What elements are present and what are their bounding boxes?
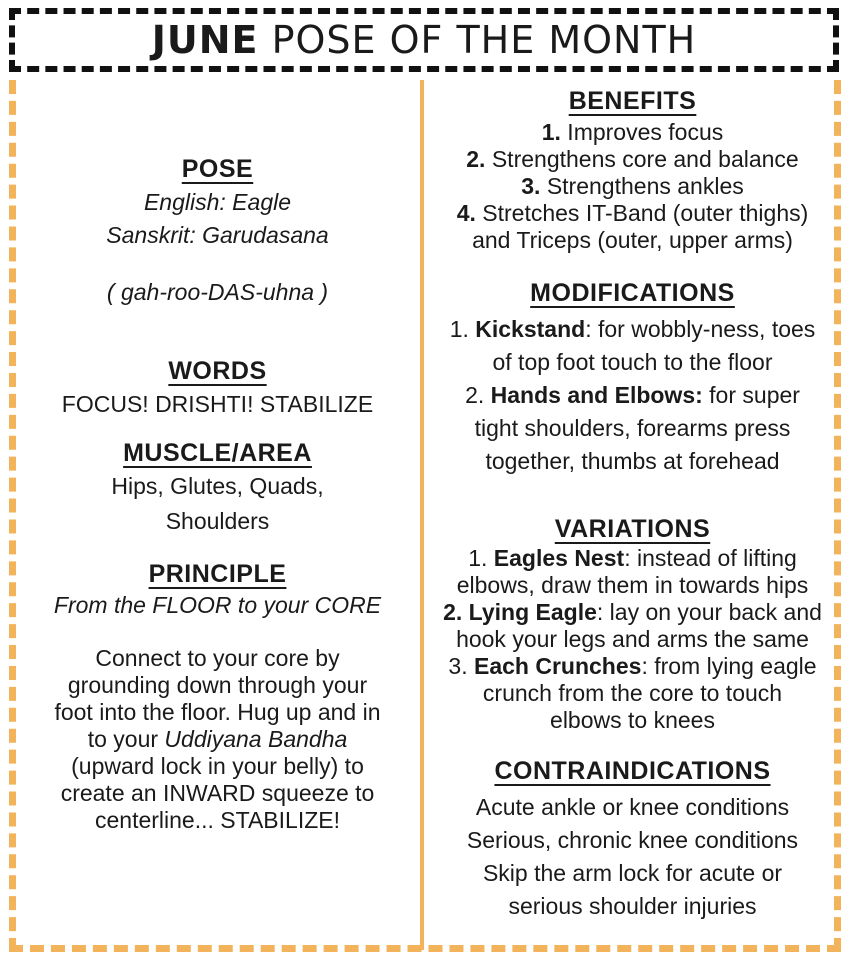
principle-line — [20, 726, 415, 753]
muscle-line-1: Hips, Glutes, Quads, — [111, 473, 324, 499]
principle-heading: PRINCIPLE — [148, 560, 287, 588]
principle-line: (upward lock in your belly) to — [71, 753, 364, 779]
benefit-continuation: and Triceps (outer, upper arms) — [472, 227, 793, 253]
variations-heading: VARIATIONS — [554, 515, 711, 543]
contraindication-line: Skip the arm lock for acute or — [482, 860, 783, 886]
contraindication-line: Acute ankle or knee conditions — [475, 794, 790, 820]
variation-line: hook your legs and arms the same — [456, 626, 809, 652]
principle-tagline: From the FLOOR to your CORE — [53, 592, 382, 618]
benefit-text: Strengthens ankles — [540, 173, 744, 199]
benefits-heading: BENEFITS — [568, 87, 697, 115]
variation-name: Eagles Nest — [493, 545, 625, 571]
benefit-item — [430, 119, 835, 146]
pose-heading: POSE — [181, 155, 254, 183]
variation-line: elbows, draw them in towards hips — [456, 572, 809, 598]
page-title — [152, 18, 697, 62]
modifications-heading: MODIFICATIONS — [530, 279, 735, 307]
principle-line: grounding down through your — [67, 672, 368, 698]
words-heading: WORDS — [168, 357, 267, 385]
modification-name: Kickstand — [475, 316, 586, 342]
variation-text: : from lying eagle — [641, 653, 817, 679]
pose-pronunciation: ( gah-roo-DAS-uhna ) — [106, 279, 329, 305]
contraindications-heading: CONTRAINDICATIONS — [494, 757, 771, 785]
modification-text: for super — [702, 382, 800, 408]
modification-line: tight shoulders, forearms press — [474, 415, 791, 441]
benefit-text: Stretches IT-Band (outer thighs) — [475, 200, 809, 226]
modification-number: 2. — [465, 382, 491, 408]
benefit-number: 3. — [521, 173, 541, 199]
variation-line: crunch from the core to touch — [482, 680, 783, 706]
principle-line: Connect to your core by — [95, 645, 340, 671]
benefit-number: 1. — [541, 119, 561, 145]
benefit-number: 4. — [456, 200, 476, 226]
benefit-text: Strengthens core and balance — [485, 146, 799, 172]
contraindication-line: Serious, chronic knee conditions — [466, 827, 799, 853]
variation-number: 3. — [448, 653, 474, 679]
variation-item — [430, 545, 835, 572]
principle-line-text: to your — [87, 726, 165, 752]
modification-item — [430, 313, 835, 346]
benefit-item — [430, 146, 835, 173]
modification-line: of top foot touch to the floor — [492, 349, 773, 375]
modification-number: 1. — [449, 316, 476, 342]
right-column — [430, 88, 835, 923]
pose-english: English: Eagle — [143, 189, 292, 215]
modification-name: Hands and Elbows: — [490, 382, 703, 408]
principle-line: create an INWARD squeeze to — [60, 780, 375, 806]
principle-line: foot into the floor. Hug up and in — [54, 699, 381, 725]
variation-number: 2. — [443, 599, 469, 625]
benefit-text: Improves focus — [560, 119, 724, 145]
uddiyana-bandha-term: Uddiyana Bandha — [164, 726, 348, 752]
words-text: FOCUS! DRISHTI! STABILIZE — [61, 391, 374, 417]
variation-name: Lying Eagle — [468, 599, 597, 625]
modification-item — [430, 379, 835, 412]
benefit-item — [430, 173, 835, 200]
principle-line: centerline... STABILIZE! — [94, 807, 340, 833]
variation-text: : lay on your back and — [596, 599, 822, 625]
column-divider — [420, 80, 424, 950]
title-rest: POSE OF THE MONTH — [258, 18, 697, 62]
variation-item — [430, 653, 835, 680]
muscle-heading: MUSCLE/AREA — [123, 439, 312, 467]
variation-name: Each Crunches — [473, 653, 642, 679]
title-month: JUNE — [151, 18, 259, 62]
variation-line: elbows to knees — [550, 707, 715, 733]
variation-text: : instead of lifting — [624, 545, 797, 571]
contraindication-line: serious shoulder injuries — [508, 893, 757, 919]
modification-text: : for wobbly-ness, toes — [585, 316, 816, 342]
modification-line: together, thumbs at forehead — [485, 448, 780, 474]
variation-item — [430, 599, 835, 626]
pose-sanskrit: Sanskrit: Garudasana — [106, 222, 329, 248]
benefit-number: 2. — [466, 146, 486, 172]
benefit-item — [430, 200, 835, 227]
variation-number: 1. — [468, 545, 494, 571]
muscle-line-2: Shoulders — [165, 508, 270, 534]
left-column — [20, 88, 415, 834]
title-banner — [9, 8, 839, 72]
